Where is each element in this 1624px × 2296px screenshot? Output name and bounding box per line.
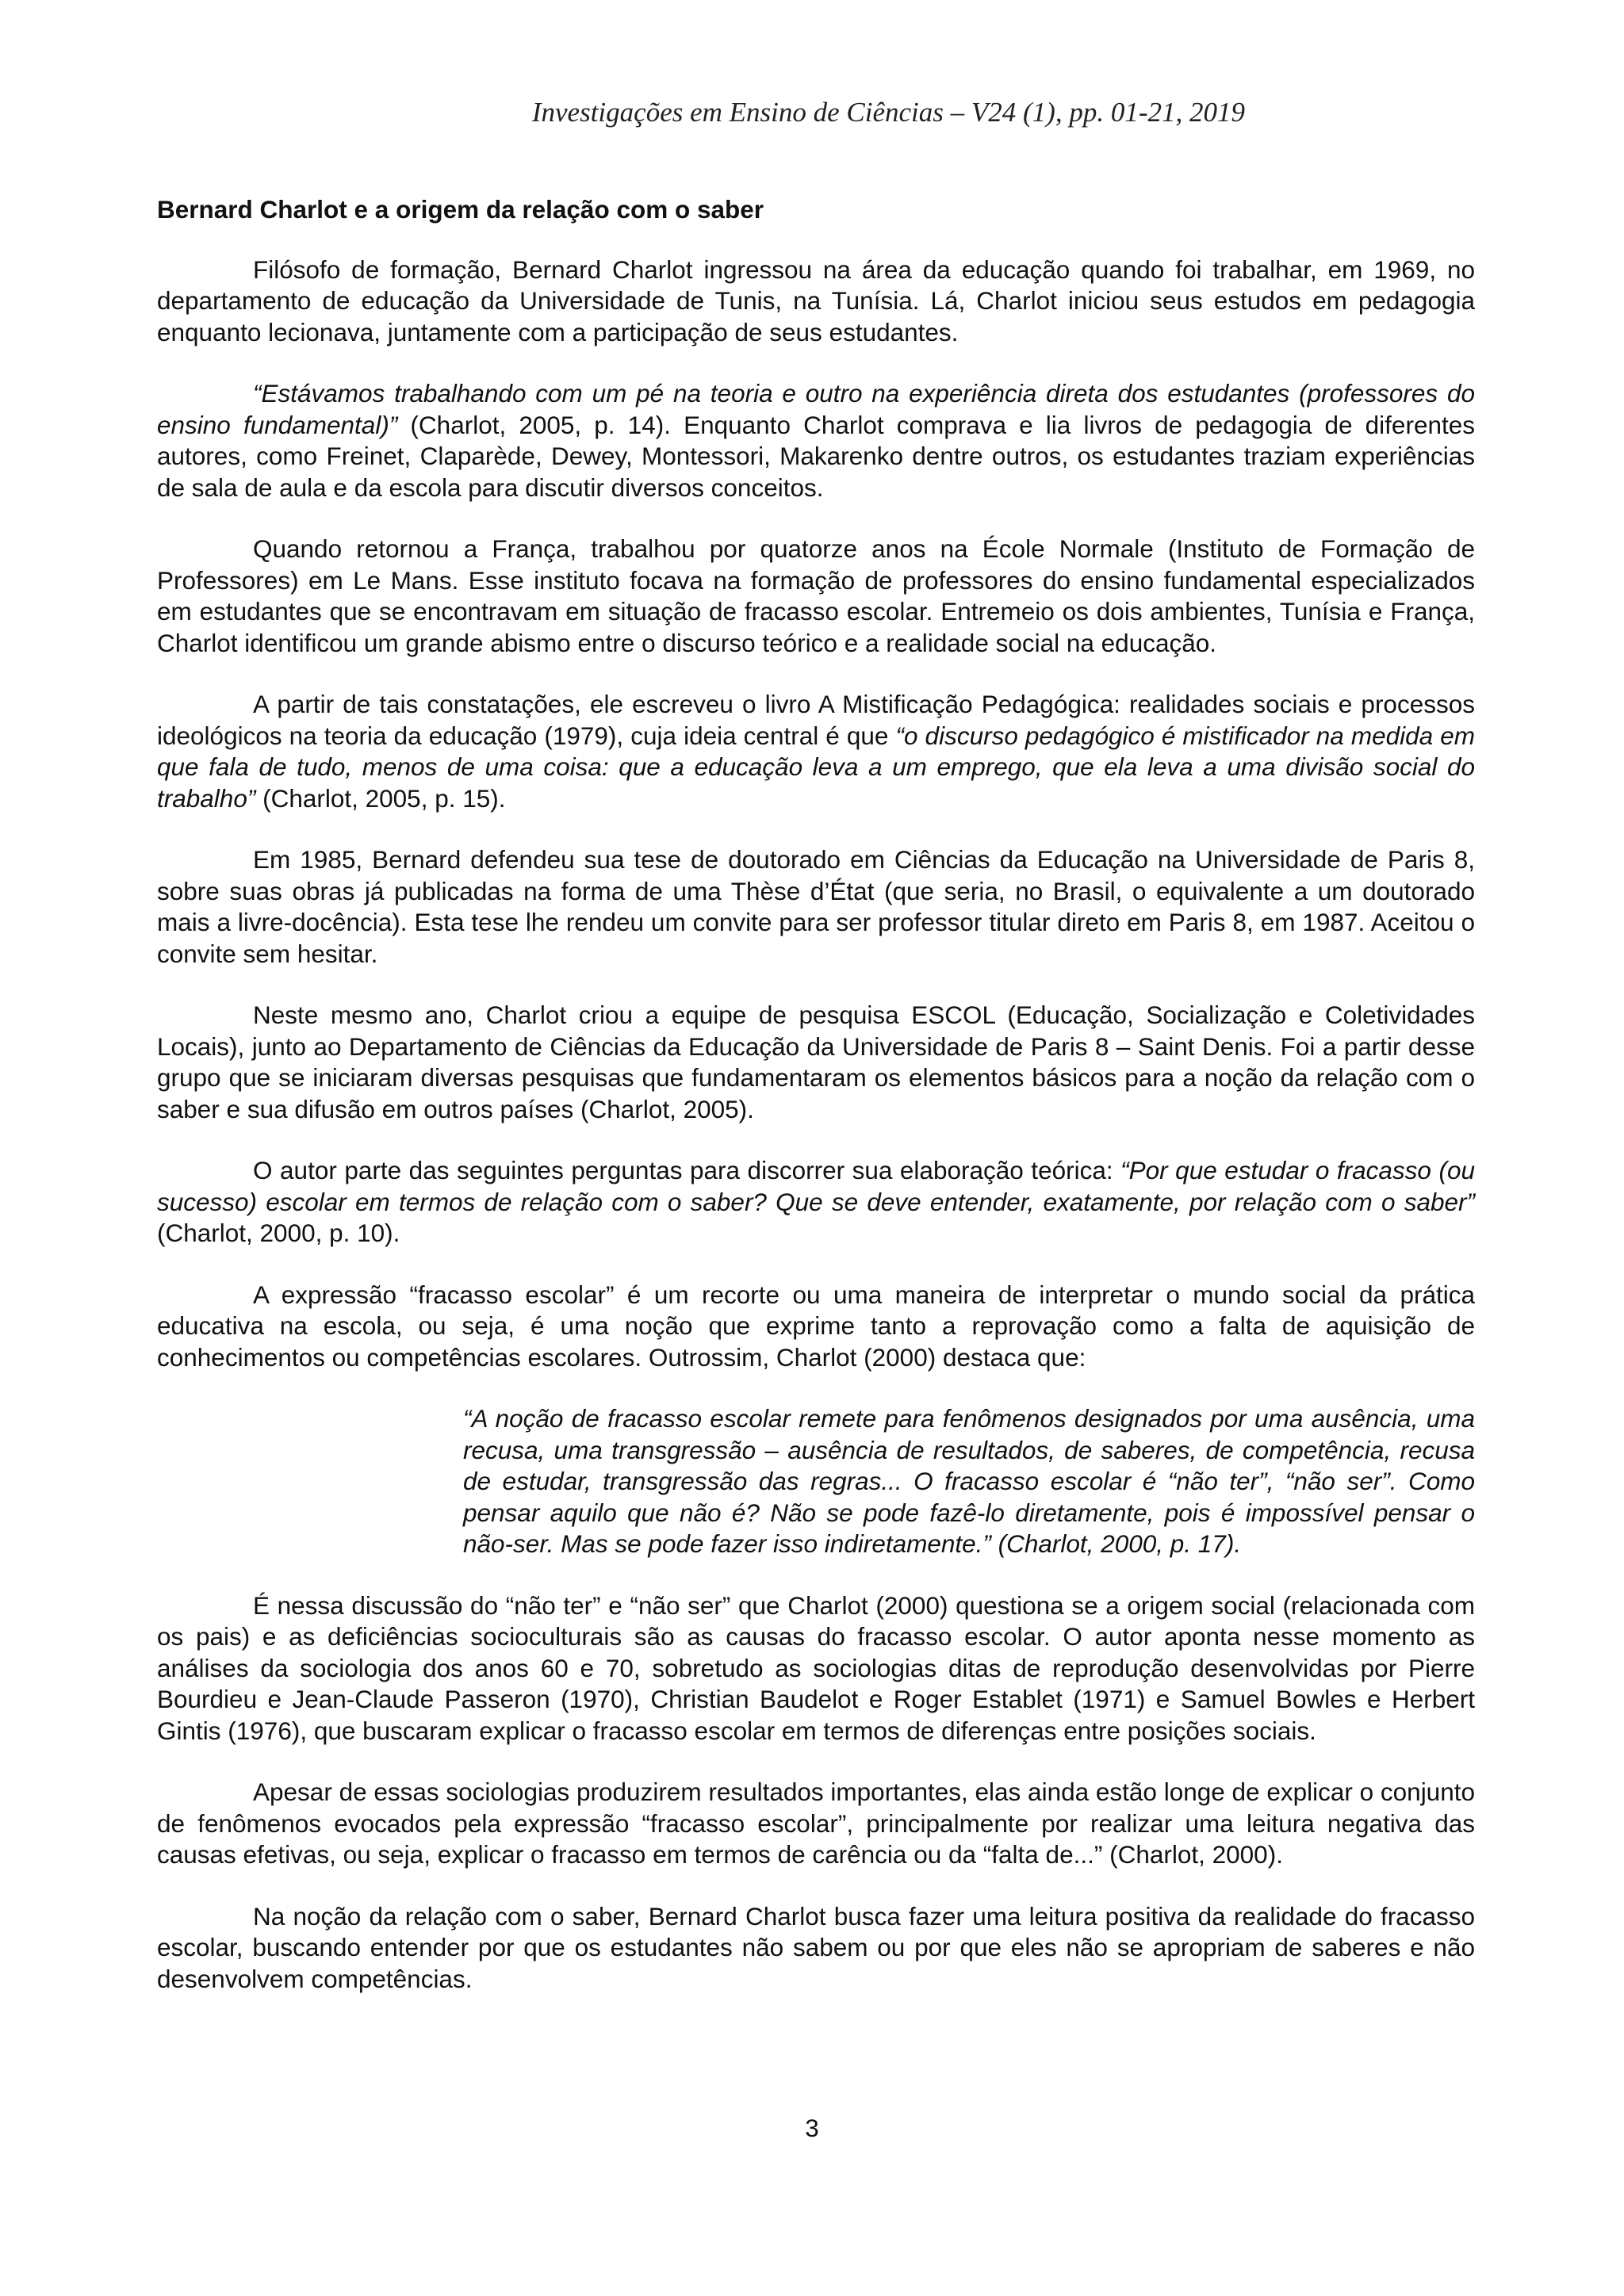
quote-inline: “Estávamos trabalhando com um pé na teoria e outro na experiência direta dos estudantes (professores do ensino fundamental)” [157, 379, 1475, 439]
paragraph-text: O autor parte das seguintes perguntas para discorrer sua elaboração teórica: [253, 1156, 1121, 1184]
paragraph-text: Na noção da relação com o saber, Bernard Charlot busca fazer uma leitura positiva da realidade do fracasso escolar, buscando entender por que os estudantes não sabem ou por que eles não se apropriam de saberes e não desenvolvem competências. [157, 1901, 1475, 1993]
paragraph-text: Filósofo de formação, Bernard Charlot ingressou na área da educação quando foi trabalhar, em 1969, no departamento de educação da Universidade de Tunis, na Tunísia. Lá, Charlot iniciou seus estudos em pedagogia enquanto lecionava, juntamente com a participação de seus estudantes. [157, 254, 1475, 346]
paragraph-text: A partir de tais constatações, ele escreveu o livro A Mistificação Pedagógica: realidades sociais e processos ideológicos na teoria da educação (1979), cuja ideia central é que [157, 690, 1475, 750]
paragraph-5 [157, 844, 1475, 970]
paragraph-text: (Charlot, 2005, p. 14). Enquanto Charlot comprava e lia livros de pedagogia de diferentes autores, como Freinet, Claparède, Dewey, Montessori, Makarenko dentre outros, os estudantes traziam experiências de sala de aula e da escola para discutir diversos conceitos. [157, 410, 1475, 502]
paragraph-3 [157, 534, 1475, 659]
paragraph-text: A expressão “fracasso escolar” é um recorte ou uma maneira de interpretar o mundo social da prática educativa na escola, ou seja, é uma noção que exprime tanto a reprovação como a falta de aquisição de conhecimentos ou competências escolares. Outrossim, Charlot (2000) destaca que: [157, 1280, 1475, 1372]
paragraph-text: (Charlot, 2000, p. 10). [157, 1219, 400, 1247]
block-quote: “A noção de fracasso escolar remete para fenômenos designados por uma ausência, uma recusa, uma transgressão – ausência de resultados, de saberes, de competência, recusa de estudar, transgressão das regras... O fracasso escolar é “não ter”, “não ser”. Como pensar aquilo que não é? Não se pode fazê-lo diretamente, pois é impossível pensar o não-ser. Mas se pode fazer isso indiretamente.” (Charlot, 2000, p. 17). [463, 1404, 1475, 1558]
paragraph-2 [157, 378, 1475, 503]
paragraph-10 [157, 1777, 1475, 1871]
paragraph-text: Quando retornou a França, trabalhou por quatorze anos na École Normale (Instituto de Formação de Professores) em Le Mans. Esse instituto focava na formação de professores do ensino fundamental especializados em estudantes que se encontravam em situação de fracasso escolar. Entremeio os dois ambientes, Tunísia e França, Charlot identificou um grande abismo entre o discurso teórico e a realidade social na educação. [157, 534, 1475, 657]
quote-inline: “o discurso pedagógico é mistificador na medida em que fala de tudo, menos de uma coisa: que a educação leva a um emprego, que ela leva a uma divisão social do trabalho” [157, 721, 1475, 813]
paragraph-text: (Charlot, 2005, p. 15). [255, 783, 506, 813]
paragraph-8 [157, 1280, 1475, 1374]
paragraph-6 [157, 1000, 1475, 1125]
paragraph-text: Apesar de essas sociologias produzirem resultados importantes, elas ainda estão longe de explicar o conjunto de fenômenos evocados pela expressão “fracasso escolar”, principalmente por realizar uma leitura negativa das causas efetivas, ou seja, explicar o fracasso em termos de carência ou da “falta de...” (Charlot, 2000). [157, 1777, 1475, 1869]
paragraph-9 [157, 1590, 1475, 1747]
running-head: Investigações em Ensino de Ciências – V24 (1), pp. 01-21, 2019 [531, 97, 1245, 128]
quote-inline: “Por que estudar o fracasso (ou sucesso) escolar em termos de relação com o saber? Que se deve entender, exatamente, por relação com o saber” [157, 1156, 1475, 1216]
paragraph-text: É nessa discussão do “não ter” e “não ser” que Charlot (2000) questiona se a origem social (relacionada com os pais) e as deficiências socioculturais são as causas do fracasso escolar. O autor aponta nesse momento as análises da sociologia dos anos 60 e 70, sobretudo as sociologias ditas de reprodução desenvolvidas por Pierre Bourdieu e Jean-Claude Passeron (1970), Christian Baudelot e Roger Establet (1971) e Samuel Bowles e Herbert Gintis (1976), que buscaram explicar o fracasso escolar em termos de diferenças entre posições sociais. [157, 1590, 1475, 1745]
section-heading: Bernard Charlot e a origem da relação com o saber [157, 195, 764, 224]
paragraph-1 [157, 254, 1475, 349]
paragraph-4 [157, 689, 1475, 814]
paragraph-text: Neste mesmo ano, Charlot criou a equipe de pesquisa ESCOL (Educação, Socialização e Coletividades Locais), junto ao Departamento de Ciências da Educação da Universidade de Paris 8 – Saint Denis. Foi a partir desse grupo que se iniciaram diversas pesquisas que fundamentaram os elementos básicos para a noção da relação com o saber e sua difusão em outros países (Charlot, 2005). [157, 1001, 1475, 1123]
paragraph-7 [157, 1155, 1475, 1249]
article-body [157, 194, 1475, 2025]
page-number: 3 [805, 2114, 819, 2142]
paragraph-text: Em 1985, Bernard defendeu sua tese de doutorado em Ciências da Educação na Universidade de Paris 8, sobre suas obras já publicadas na forma de uma Thèse d’État (que seria, no Brasil, o equivalente a um doutorado mais a livre-docência). Esta tese lhe rendeu um convite para ser professor titular direto em Paris 8, em 1987. Aceitou o convite sem hesitar. [157, 845, 1475, 968]
paragraph-11 [157, 1901, 1475, 1996]
